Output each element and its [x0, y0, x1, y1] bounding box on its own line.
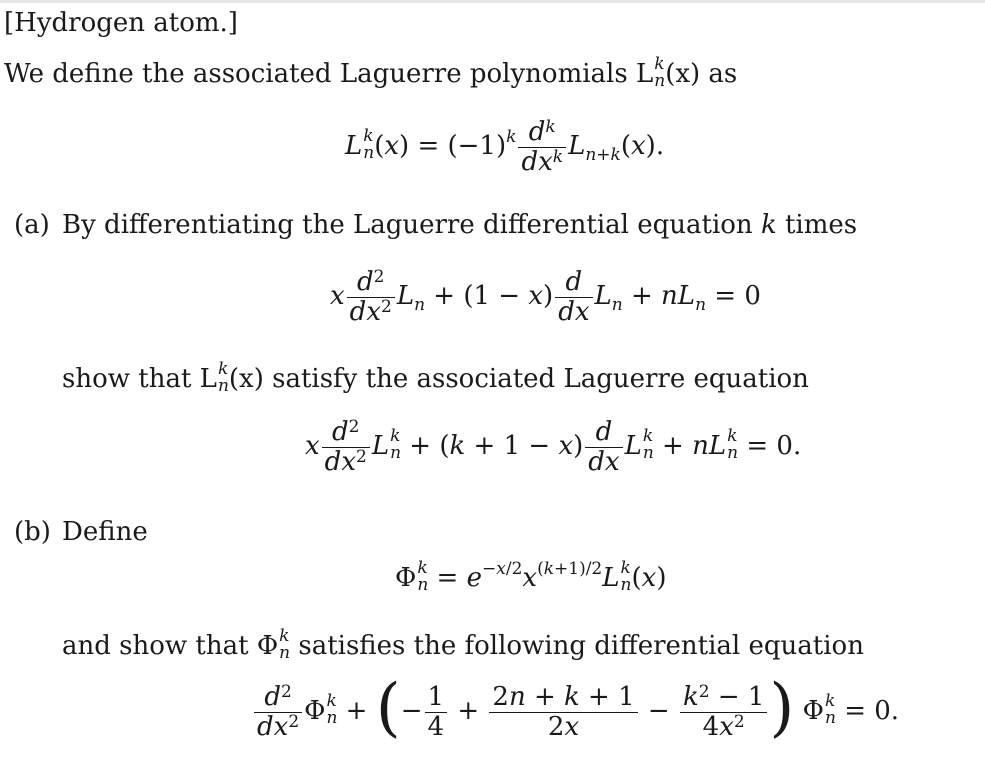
top-divider — [0, 0, 985, 3]
part-b-text: Define — [62, 517, 148, 547]
page-title: [Hydrogen atom.] — [4, 8, 238, 38]
part-a-marker: (a) — [14, 210, 50, 240]
equation-laguerre: x $\frac{d^2}{dx^2}$ $L_n + (1 - x)$ $\frac{d}{dx}$ $L_n + nL_n = 0$ — [330, 267, 761, 327]
equation-phi-differential: $\frac{d^2}{dx^2}$ Φ k n + (− $\frac{1}{4}$ + $\frac{2n + k + 1}{2x}$ − $\frac{k^2 - 1}{4x^2}$ ) Φ k n = 0. — [252, 680, 899, 744]
intro-text: We define the associated Laguerre polynomials L — [4, 59, 654, 89]
part-a-text: By differentiating the Laguerre differential equation k times — [62, 210, 858, 240]
equation-associated-laguerre: x $\frac{d^2}{dx^2}$ L k n + (k + 1 − x) $\frac{d}{dx}$ L k n + nL k n = 0. — [305, 417, 802, 477]
intro-paragraph — [4, 54, 738, 92]
part-b-show-text: and show that Φ k n satisfies the following differential equation — [62, 626, 864, 663]
part-a-show-text: show that L k n (x) satisfy the associated Laguerre equation — [62, 359, 809, 396]
equation-definition: L k n $(x) = (-1)^k$ $\frac{d^k}{dx^k}$ $L_{n+k}(x)$. — [345, 117, 665, 177]
equation-phi-definition: Φ k n = $e^{-x/2}x^{(k+1)/2}L$ k n (x) — [395, 558, 667, 595]
intro-text-after: (x) as — [665, 59, 738, 89]
intro-symbol-indices: k n — [654, 54, 666, 91]
part-b-marker: (b) — [14, 517, 51, 547]
